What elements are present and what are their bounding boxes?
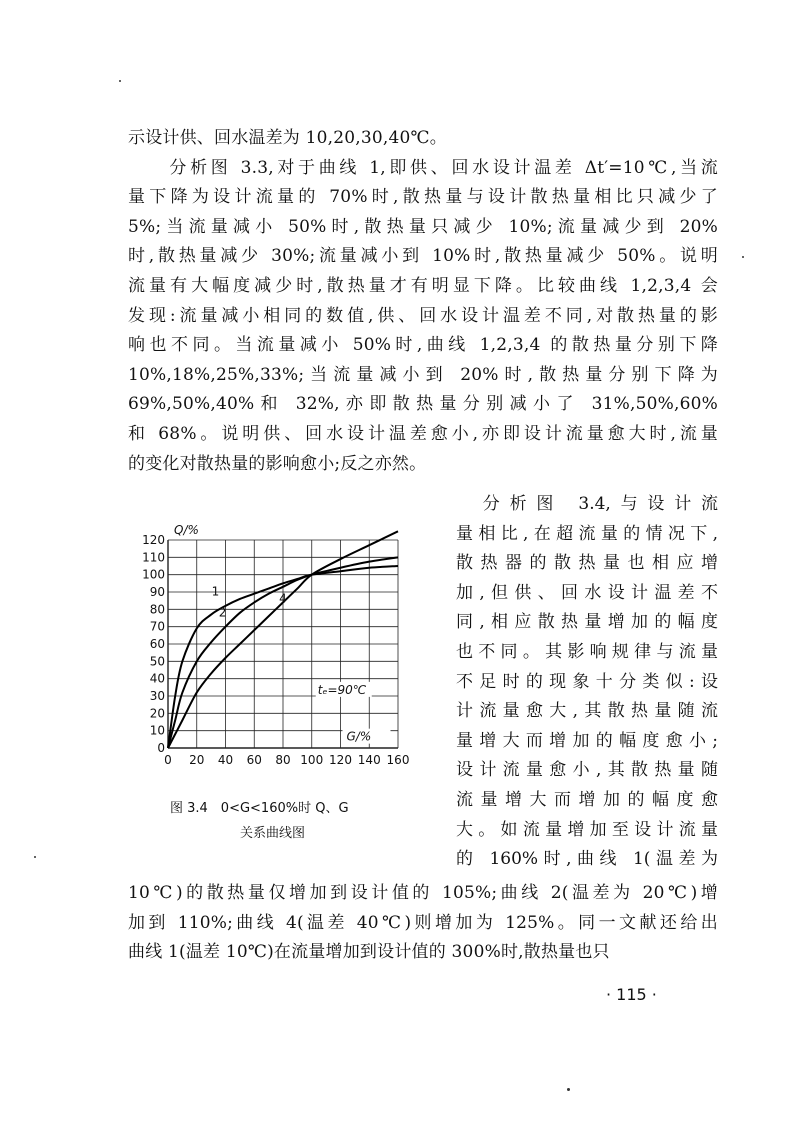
y-tick-label: 30 bbox=[149, 689, 165, 703]
curve-label-2: 2 bbox=[218, 605, 227, 620]
side-line: 散热器的散热量也相应增 bbox=[456, 553, 718, 574]
side-line: 的 160%时,曲线 1(温差为 bbox=[456, 849, 718, 870]
body-line: 流量有大幅度减少时,散热量才有明显下降。比较曲线 1,2,3,4 会 bbox=[128, 276, 718, 296]
scan-speck bbox=[119, 80, 121, 82]
x-axis-label: G/% bbox=[346, 729, 372, 744]
y-tick-label: 40 bbox=[149, 671, 165, 686]
x-tick-label: 100 bbox=[300, 753, 324, 767]
figure-caption-line2: 关系曲线图 bbox=[240, 826, 306, 841]
y-axis-label: Q/% bbox=[174, 523, 199, 537]
page-number: · 115 · bbox=[606, 985, 657, 1004]
side-line: 量增大而增加的幅度愈小; bbox=[456, 730, 718, 751]
bottom-line: 曲线 1(温差 10℃)在流量增加到设计值的 300%时,散热量也只 bbox=[128, 942, 610, 963]
side-line: 计流量愈大,其散热量随流 bbox=[456, 701, 718, 722]
chart bbox=[130, 518, 420, 780]
bottom-line: 10℃)的散热量仅增加到设计值的 105%;曲线 2(温差为 20℃)增 bbox=[128, 883, 718, 903]
body-line: 时,散热量减少 30%;流量减小到 10%时,散热量减少 50%。说明 bbox=[128, 246, 718, 267]
body-line: 和 68%。说明供、回水设计温差愈小,亦即设计流量愈大时,流量 bbox=[128, 424, 718, 444]
body-line: 量下降为设计流量的 70%时,散热量与设计散热量相比只减少了 bbox=[128, 187, 718, 208]
side-line: 同,相应散热量增加的幅度 bbox=[456, 612, 718, 633]
x-tick-label: 20 bbox=[189, 753, 205, 767]
x-tick-label: 60 bbox=[246, 753, 262, 767]
side-line: 大。如流量增加至设计流量 bbox=[456, 819, 718, 840]
y-tick-label: 70 bbox=[149, 619, 165, 634]
side-line: 也不同。其影响规律与流量 bbox=[456, 642, 718, 662]
body-line: 分析图 3.3,对于曲线 1,即供、回水设计温差 Δt′=10℃,当流 bbox=[128, 157, 718, 178]
body-line: 69%,50%,40%和 32%,亦即散热量分别减小了 31%,50%,60% bbox=[128, 394, 718, 415]
x-tick-label: 140 bbox=[357, 753, 381, 767]
y-tick-label: 50 bbox=[149, 654, 165, 669]
x-tick-label: 80 bbox=[275, 753, 291, 767]
y-tick-label: 100 bbox=[142, 567, 165, 582]
body-line: 发现:流量减小相同的数值,供、回水设计温差不同,对散热量的影 bbox=[128, 305, 718, 326]
x-tick-label: 120 bbox=[329, 753, 352, 767]
side-line: 不足时的现象十分类似:设 bbox=[456, 671, 718, 692]
bottom-line: 加到 110%;曲线 4(温差 40℃)则增加为 125%。同一文献还给出 bbox=[128, 912, 718, 933]
curve-label-4: 4 bbox=[279, 591, 287, 606]
x-tick-label: 160 bbox=[386, 753, 410, 767]
y-tick-label: 120 bbox=[142, 533, 165, 547]
x-tick-label: 0 bbox=[164, 753, 172, 767]
x-tick-label: 40 bbox=[217, 753, 234, 767]
temperature-annotation: tₑ=90℃ bbox=[317, 682, 367, 697]
body-line: 5%;当流量减小 50%时,散热量只减少 10%;流量减少到 20% bbox=[128, 216, 718, 237]
y-tick-label: 0 bbox=[157, 741, 165, 755]
body-line: 响也不同。当流量减小 50%时,曲线 1,2,3,4 的散热量分别下降 bbox=[128, 335, 718, 356]
body-line: 10%,18%,25%,33%;当流量减小到 20%时,散热量分别下降为 bbox=[128, 364, 718, 385]
y-tick-label: 80 bbox=[149, 602, 165, 617]
y-tick-label: 20 bbox=[149, 706, 165, 721]
scan-speck bbox=[34, 856, 36, 858]
body-line: 示设计供、回水温差为 10,20,30,40℃。 bbox=[128, 128, 447, 148]
side-line: 设计流量愈小,其散热量随 bbox=[456, 760, 718, 781]
figure-caption-line1: 图 3.4 0<G<160%时 Q、G bbox=[170, 801, 349, 816]
side-line: 分析图 3.4,与设计流 bbox=[456, 494, 718, 514]
y-tick-label: 10 bbox=[149, 723, 165, 738]
curve-label-1: 1 bbox=[211, 584, 220, 599]
scan-speck bbox=[742, 256, 744, 258]
side-line: 流量增大而增加的幅度愈 bbox=[456, 790, 718, 810]
scan-speck bbox=[567, 1088, 570, 1091]
y-tick-label: 60 bbox=[149, 637, 165, 651]
y-tick-label: 110 bbox=[142, 550, 165, 565]
side-line: 量相比,在超流量的情况下, bbox=[456, 523, 718, 544]
body-line: 的变化对散热量的影响愈小;反之亦然。 bbox=[128, 453, 427, 474]
side-line: 加,但供、回水设计温差不 bbox=[456, 582, 718, 603]
y-tick-label: 90 bbox=[149, 585, 165, 599]
